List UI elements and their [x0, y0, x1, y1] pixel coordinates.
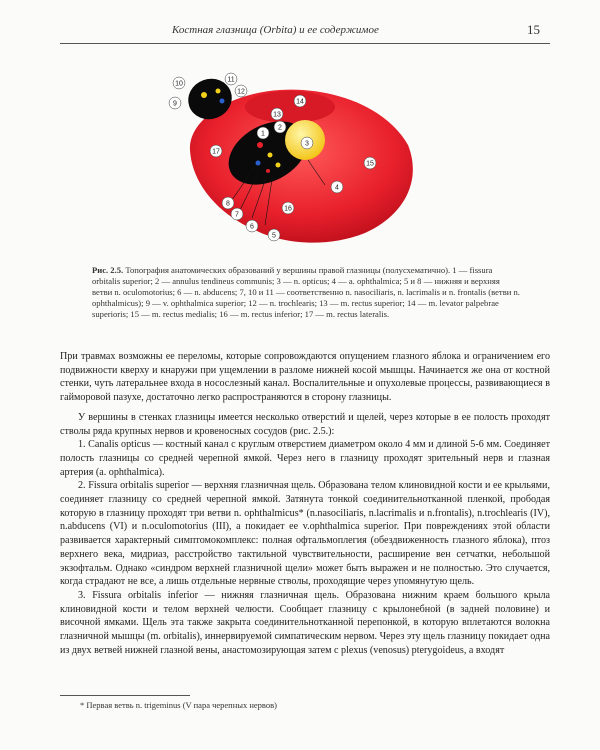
caption-text: Топография анатомических образований у вершины правой глазницы (полусхематично). 1 — fissura orbitalis superior; 2 — annulus tendineus communis; 3 — n. opticus; 4 — a. ophthalmica; 5 и 8 — нижняя и верхняя ветви n. oculomotorius; 6 — n. abducens; 7, 10 и 11 — соответственно n. nasociliaris, n. lacrimalis и n. frontalis (ветви n. ophthalmicus); 9 — v. ophthalmica superior; 12 — n. trochlearis; 13 — m. rectus superior; 14 — m. levator palpebrae superioris; 15 — m. rectus medialis; 16 — m. rectus inferior; 17 — m. rectus lateralis. [92, 265, 520, 319]
page-number: 15 [527, 22, 540, 37]
label-17: 17 [212, 148, 220, 156]
body-paragraph: При травмах возможны ее переломы, которые сопровождаются опущением глазного яблока и ограничением его подвижности кверху и кнаружи при ущемлении в разломе нижней косой мышцы. Начинается же она от костной стенки, чуть латеральнее входа в носослезный канал. Воспалительные и опухолевые процессы, развивающиеся в гайморовой пазухе, достаточно легко распространяются в сторону глазницы. [60, 351, 550, 404]
caption-label: Рис. 2.5. [92, 265, 124, 275]
levator-muscle [245, 91, 335, 123]
label-1: 1 [261, 130, 265, 138]
nerve-dot [220, 99, 225, 104]
nerve-dot [268, 153, 273, 158]
body-paragraph: 2. Fissura orbitalis superior — верхняя глазничная щель. Образована телом клиновидной кости и ее крыльями, соединяет глазницу со средней черепной ямкой. Затянута тонкой соединительнотканной пленкой, прободая которую в глазницу проходят три ветви n. ophthalmicus* (n.nasociliaris, n.lacrimalis и n.frontalis), n.trochlearis (IV), n.abducens (VI) и n.oculomotorius (III), а покидает ее v.ophthalmica superior. При повреждениях этой области развивается характерный симптомокомплекс: полная офтальмоплегия (обездвиженность глазного яблока), птоз верхнего века, мидриаз, расстройство тактильной чувствительности, расширение вен сетчатки, небольшой экзофтальм. Однако «синдром верхней глазничной щели» может быть выражен и не полностью. Это случается, когда страдают не все, а лишь отдельные нервные стволы, проходящие через упомянутую щель. [60, 480, 550, 588]
body-text [60, 350, 550, 657]
header-title: Костная глазница (Orbita) и ее содержимое [172, 24, 379, 36]
label-7: 7 [235, 211, 239, 219]
nerve-dot [216, 89, 221, 94]
footnote: * Первая ветвь n. trigeminus (V пара черепных нервов) [80, 700, 277, 710]
running-header [60, 20, 550, 44]
body-paragraph: У вершины в стенках глазницы имеется несколько отверстий и щелей, через которые в ее полость проходят стволы ряда крупных нервов и кровеносных сосудов (рис. 2.5.): [60, 411, 550, 437]
nerve-dot [257, 142, 263, 148]
label-6: 6 [250, 223, 254, 231]
nerve-dot [256, 161, 261, 166]
nerve-dot [201, 92, 207, 98]
label-3: 3 [305, 140, 309, 148]
label-4: 4 [335, 184, 339, 192]
footnote-rule [60, 695, 190, 696]
label-5: 5 [272, 232, 276, 240]
label-14: 14 [296, 98, 304, 106]
nerve-dot [276, 163, 281, 168]
body-paragraph: 3. Fissura orbitalis inferior — нижняя глазничная щель. Образована нижним краем большого крыла клиновидной кости и телом верхней челюсти. Сообщает глазницу с крылонебной (в задней половине) и височной ямками. Щель эта также закрыта соединительнотканной перепонкой, в которую вплетаются волокна глазничной мышцы (m. orbitalis), иннервируемой симпатическим нервом. Через эту щель глазницу покидает одна из двух ветвей нижней глазной вены, анастомозирующая затем с plexus (venosus) pterygoideus, а входят [60, 589, 550, 656]
figure-caption [92, 265, 522, 320]
body-paragraph: 1. Canalis opticus — костный канал с круглым отверстием диаметром около 4 мм и длиной 5-6 мм. Соединяет полость глазницы со средней черепной ямкой. Через него в глазницу проходят зрительный нерв и глазная артерия (a. ophthalmica). [60, 439, 550, 478]
label-12: 12 [237, 88, 245, 96]
label-15: 15 [366, 160, 374, 168]
orbit-apex-figure [160, 65, 420, 265]
label-16: 16 [284, 205, 292, 213]
header-rule [60, 43, 550, 44]
label-11: 11 [227, 76, 235, 84]
label-8: 8 [226, 200, 230, 208]
label-10: 10 [175, 80, 183, 88]
label-9: 9 [173, 100, 177, 108]
label-2: 2 [278, 124, 282, 132]
label-13: 13 [273, 111, 281, 119]
